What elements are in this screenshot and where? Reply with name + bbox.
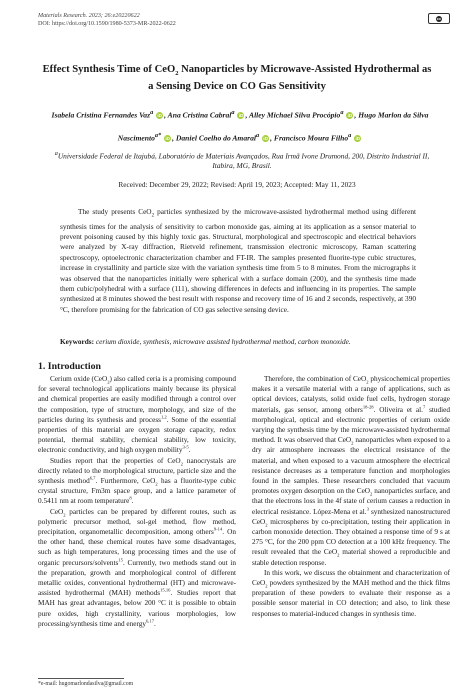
keywords-value: cerium dioxide, synthesis, microwave assisted hydrothermal method, carbon monoxide. xyxy=(95,337,351,346)
keywords xyxy=(60,337,416,347)
paragraph: CeO$_2$ particles can be prepared by different routes, such as polymeric precursor method, sol-gel method, flow method, precipitation, organometallic decomposition, among others$^{9-14}$. On the other hand, these chemical routes have some disadvantages, such as high temperatures, long processing times and the use of organic precursors/solvents$^{15}$. Currently, two methods stand out in the preparation, growth and morphological control of different metallic oxides, conventional hydrothermal (HT) and microwave-assisted hydrothermal (MAH) methods$^{15,16}$. Studies report that MAH has great advantages, below 200 °C it is possible to obtain pure oxides, high crystallinity, various morphologies, low processing/synthesis time and energy$^{6,17}$. xyxy=(38,507,237,628)
right-column xyxy=(252,374,450,619)
corresponding-email[interactable]: *e-mail: hugomarlondasilva@gmail.com xyxy=(38,681,134,687)
left-column xyxy=(38,374,236,629)
orcid-icon[interactable]: iD xyxy=(355,135,361,141)
submission-dates: Received: December 29, 2022; Revised: April 19, 2023; Accepted: May 11, 2023 xyxy=(118,180,356,189)
author-name: Isabela Cristina Fernandes Vaz xyxy=(51,110,151,120)
orcid-icon[interactable]: iD xyxy=(347,113,353,119)
affiliation: $^a$Universidade Federal de Itajubá, Laboratório de Materiais Avançados, Rua Irmã Ivone Drumond, 200, Distrito Industrial II, Itabira, MG, Brasil. xyxy=(54,151,430,171)
orcid-icon[interactable]: iD xyxy=(238,113,244,119)
orcid-icon[interactable]: iD xyxy=(157,113,162,119)
journal-citation: Materials Research. 2023; 26:e20220622 xyxy=(38,13,140,19)
author-name: Hugo Marlon da Silva Nascimento xyxy=(117,110,429,143)
author-name: Francisco Moura Filho xyxy=(273,133,349,143)
doi-link[interactable]: DOI: https://doi.org/10.1590/1980-5373-MR-2022-0622 xyxy=(38,21,176,28)
keywords-label: Keywords: xyxy=(60,337,95,346)
paragraph: Cerium oxide (CeO$_2$) also called ceria is a promising compound for several technological applications mainly because its physical and chemical properties are easily modified through a control over the composition, type of structure, morphology, and size of the particles during its synthesis and process$^{1,2}$. Some of the essential properties of this material are oxygen storage capacity, redox potential, thermal stability, chemical stability, low toxicity, electronic conductivity, and high oxygen mobility$^{3-5}$. xyxy=(38,375,236,455)
paragraph: Therefore, the combination of CeO$_2$ physicochemical properties makes it a versatile material with a range of applications, such as optical devices, catalysts, solid oxide fuel cells, hydrogen storage materials, gas sensor, among others$^{18-28}$. Oliveira et al.$^7$ studied morphological, optical and electronic properties of cerium oxide varying the synthesis time by the microwave-assisted hydrothermal method. It was observed that CeO$_2$ nanoparticles when exposed to a dry air atmosphere increases the electrical resistance of the material, and when exposed to a vacuum atmosphere the electrical resistance decreases as a temperature function and morphologies found in the samples. These researchers concluded that vacuum promotes oxygen desorption on the CeO$_2$ nanoparticles surface, and that the electrons loss in the 4f state of cerium causes a reduction in electrical resistance. López-Mena et al.$^3$ synthesized nanostructured CeO$_2$ microspheres by co-precipitation, testing their application in carbon monoxide detection. They obtained a response time of 9 s at 275 °C, for the 200 ppm CO detection at a 100 kHz frequency. The result revealed that the CeO$_2$ material showed a reproducible and stable detection response. xyxy=(252,375,451,567)
author-name: Ana Cristina Cabral xyxy=(167,110,232,120)
orcid-icon[interactable]: iD xyxy=(165,135,170,141)
journal-header xyxy=(38,12,176,28)
creative-commons-license-icon[interactable] xyxy=(428,13,450,24)
section-heading: 1. Introduction xyxy=(38,361,101,372)
article-title: Effect Synthesis Time of CeO$_2$ Nanoparticles by Microwave-Assisted Hydrothermal as a Sensing Device on CO Gas Sensitivity xyxy=(42,64,432,93)
abstract: The study presents CeO$_2$ particles synthesized by the microwave-assisted hydrothermal method using different synthesis times for the analysis of sensitivity to carbon monoxide gas, aiming at its application as a sensor material to prevent poisoning caused by this highly toxic gas. Structural, morphological and spectroscopic and electrical behaviors were analyzed by X-ray diffraction, Rietveld refinement, transmission electronic microscopy, Raman scattering spectroscopy, optoelectronic characterization chamber and FT-IR. The samples presented fluorite-type cubic structures, increase in crystallinity and particle size with the variation synthesis time from 5 to 8 minutes. From the micrographs it was observed that the nanoparticles initially were spherical with a surface domain (200), and the synthesis time made them cubic/polyhedral with a surface (111), showing differences in defects and influencing in its properties. The sample synthesized at 8 minutes showed the best result with response and recovery time of 16 and 2 seconds, respectively, at 390 °C, therefore promising for the fabrication of CO gas selective sensing device. xyxy=(60,207,416,314)
author-name: Daniel Coelho do Amaral xyxy=(175,133,257,143)
footnote-divider xyxy=(38,678,124,679)
author-list: Isabela Cristina Fernandes Vaz$^a$ iD , Ana Cristina Cabral$^a$ iD , Alley Michael Silva Procópio$^a$ iD , Hugo Marlon da Silva Nascimento$^{a*}$ iD , Daniel Coelho do Amaral$^a$ iD , Francisco Moura Filho$^a$ iD xyxy=(51,109,429,143)
paragraph: Studies report that the properties of CeO$_2$ nanocrystals are directly related to the morphological structure, particle size and the synthesis method$^{6,7}$. Furthermore, CeO$_2$ has a fluorite-type cubic crystal structure, Fm3m space group, and a lattice parameter of 0.5411 nm at room temperature$^8$. xyxy=(38,456,236,506)
cc-logo-icon: cc xyxy=(436,16,442,21)
orcid-icon[interactable]: iD xyxy=(263,135,268,141)
paragraph: In this work, we discuss the obtainment and characterization of CeO$_2$ powders synthesized by the MAH method and the thick films preparation of these powders to evaluate their response as a possible sensor material in CO detection; and also, to link these responses to material-induced changes in synthesis time. xyxy=(252,568,450,618)
author-name: Alley Michael Silva Procópio xyxy=(249,110,341,120)
